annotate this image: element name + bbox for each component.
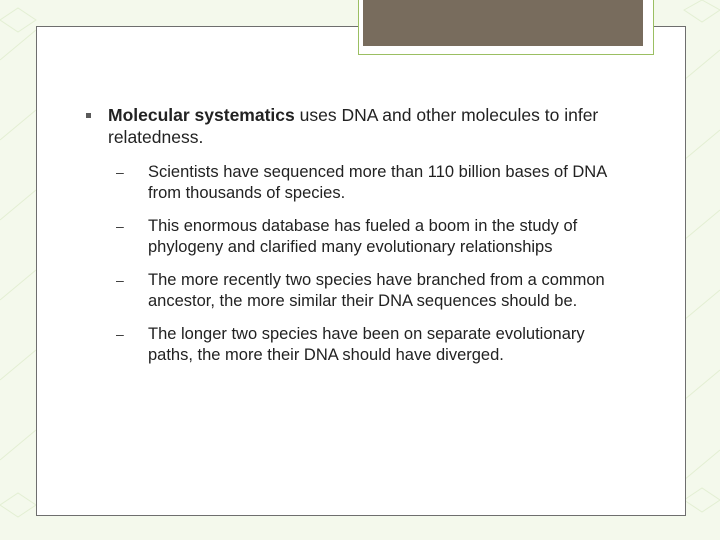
key-term: Molecular systematics [108, 105, 295, 125]
subbullet-1 [78, 162, 618, 204]
subbullet-2 [78, 216, 618, 258]
square-bullet-icon [86, 113, 91, 118]
subbullet-text: The longer two species have been on separate evolutionary paths, the more their DNA should have diverged. [148, 325, 585, 364]
subbullet-4 [78, 324, 618, 366]
main-bullet-rest: uses DNA and other molecules to infer relatedness. [108, 105, 599, 147]
main-bullet [78, 104, 618, 148]
dash-bullet-icon: – [116, 164, 124, 180]
main-bullet-text [108, 104, 618, 148]
subbullet-text: The more recently two species have branched from a common ancestor, the more similar their DNA sequences should be. [148, 271, 605, 310]
dash-bullet-icon: – [116, 218, 124, 234]
subbullet-list [78, 162, 618, 366]
title-accent-bar [363, 0, 643, 46]
dash-bullet-icon: – [116, 272, 124, 288]
subbullet-text: This enormous database has fueled a boom in the study of phylogeny and clarified many evolutionary relationships [148, 217, 578, 256]
subbullet-text: Scientists have sequenced more than 110 billion bases of DNA from thousands of species. [148, 163, 607, 202]
dash-bullet-icon: – [116, 326, 124, 342]
subbullet-3 [78, 270, 618, 312]
slide-content [78, 104, 618, 366]
